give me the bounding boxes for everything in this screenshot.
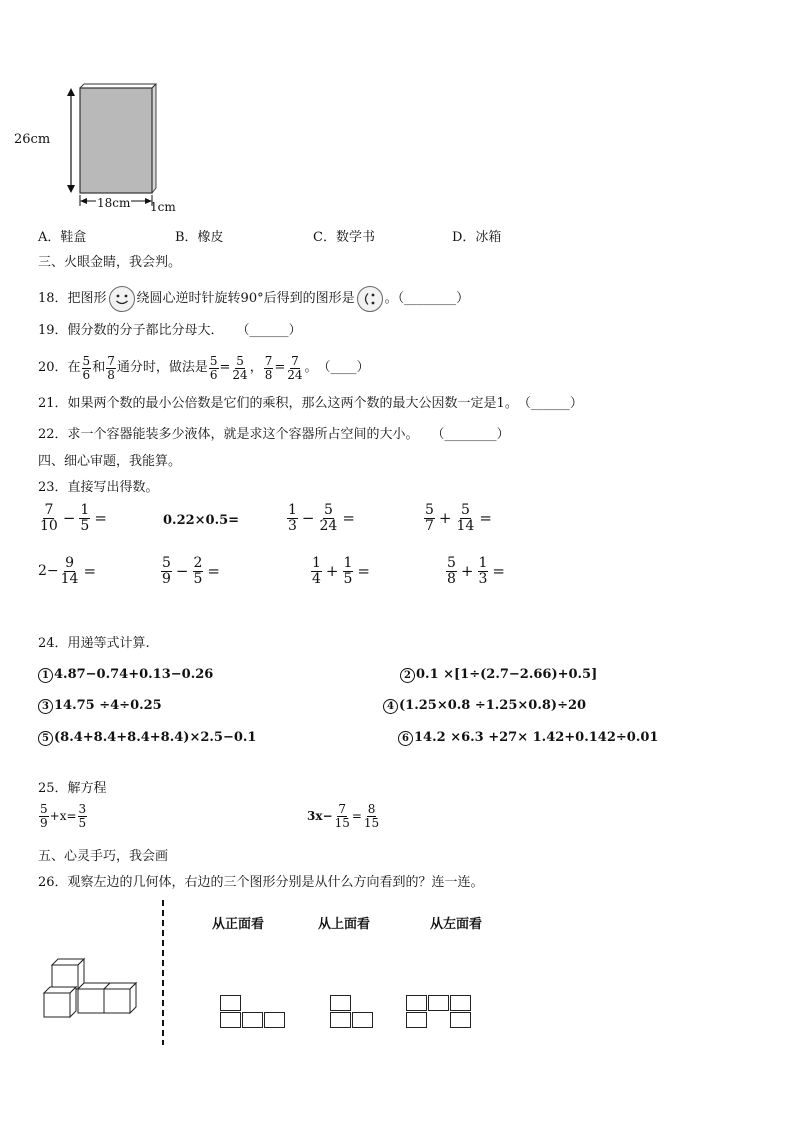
grid-cell xyxy=(330,1012,351,1028)
equation-2 xyxy=(307,803,381,829)
denominator: 24 xyxy=(319,517,338,534)
calc-2: 0.22×0.5= xyxy=(163,513,240,528)
operator: − xyxy=(62,509,76,528)
fraction xyxy=(334,803,351,829)
operator: + xyxy=(325,562,339,581)
calc-4 xyxy=(423,503,495,533)
grid-cell xyxy=(220,995,241,1011)
fraction xyxy=(264,355,274,381)
numerator: 1 xyxy=(343,555,353,571)
numerator: 7 xyxy=(264,354,273,368)
denominator: 5 xyxy=(343,570,353,587)
numerator: 5 xyxy=(162,555,171,571)
expression: 0.1 ×[1÷(2.7−2.66)+0.5] xyxy=(416,667,598,682)
question-26: 26．观察左边的几何体，右边的三个图形分别是从什么方向看到的？连一连。 xyxy=(38,875,484,890)
q18-pre: 18．把图形 xyxy=(38,291,107,306)
grid-cell xyxy=(264,1012,285,1028)
numerator: 9 xyxy=(65,555,75,571)
denominator: 6 xyxy=(209,367,218,382)
equals-sign: = xyxy=(274,360,286,376)
question-18 xyxy=(38,285,469,313)
fraction xyxy=(78,803,88,829)
denominator: 4 xyxy=(312,570,321,587)
option-c: C．数学书 xyxy=(313,230,375,245)
denominator: 5 xyxy=(193,570,203,587)
denominator: 10 xyxy=(40,517,58,534)
q20-mid: 通分时，做法是 xyxy=(116,360,208,376)
denominator: 3 xyxy=(478,570,488,587)
section-4-heading: 四、细心审题，我能算。 xyxy=(38,454,182,469)
circled-number: 4 xyxy=(383,699,398,714)
equals-sign: = xyxy=(207,562,220,581)
fraction xyxy=(446,556,457,586)
calc-step-4 xyxy=(383,697,586,715)
top-view-label: 从上面看 xyxy=(318,917,371,932)
numerator: 5 xyxy=(40,802,48,816)
q20-post: 。 （____） xyxy=(304,360,370,376)
equals-sign: = xyxy=(94,509,107,528)
denominator: 24 xyxy=(232,367,248,382)
calc-step-2 xyxy=(400,666,597,684)
fraction xyxy=(60,556,80,586)
equals-sign: = xyxy=(479,509,492,528)
grid-cell xyxy=(428,995,449,1011)
question-23-title: 23．直接写出得数。 xyxy=(38,480,159,495)
equals-sign: = xyxy=(219,360,231,376)
fraction xyxy=(286,355,303,381)
numerator: 5 xyxy=(82,354,91,368)
numerator: 7 xyxy=(107,354,115,368)
calc-step-6 xyxy=(398,729,658,747)
grid-cell xyxy=(450,995,471,1011)
denominator: 24 xyxy=(287,367,303,382)
option-d: D．冰箱 xyxy=(452,230,502,245)
q18-post: 。（________） xyxy=(384,291,470,306)
equals-sign: = xyxy=(342,509,355,528)
equals-sign: = xyxy=(351,809,362,824)
fraction xyxy=(79,503,90,533)
equation-left: 3x− xyxy=(307,809,333,824)
fraction xyxy=(424,503,435,533)
section-3-heading: 三、火眼金睛，我会判。 xyxy=(38,255,182,270)
equation-1 xyxy=(38,803,88,829)
operator: + xyxy=(460,562,474,581)
calc-8 xyxy=(445,556,508,586)
calc-3 xyxy=(286,503,358,533)
depth-label: 1cm xyxy=(150,200,176,214)
fraction xyxy=(82,355,92,381)
expression: 14.2 ×6.3 +27× 1.42+0.142÷0.01 xyxy=(414,730,659,745)
whole-part: 2− xyxy=(38,563,59,580)
fraction xyxy=(39,503,59,533)
fraction xyxy=(456,503,476,533)
grid-cell xyxy=(330,995,351,1011)
option-b: B．橡皮 xyxy=(175,230,224,245)
calc-5 xyxy=(38,556,99,586)
circled-number: 3 xyxy=(38,699,53,714)
operator: − xyxy=(175,562,189,581)
equals-sign: = xyxy=(83,562,97,581)
circled-number: 1 xyxy=(38,668,53,683)
question-19: 19．假分数的分子都比分母大． （______） xyxy=(38,323,302,338)
denominator: 15 xyxy=(334,815,350,830)
fraction xyxy=(231,355,248,381)
fraction xyxy=(193,556,204,586)
numerator: 5 xyxy=(447,555,456,571)
denominator: 5 xyxy=(78,815,87,830)
fraction xyxy=(161,556,172,586)
fraction xyxy=(343,556,354,586)
calc-step-5 xyxy=(38,729,256,747)
numerator: 1 xyxy=(80,502,90,518)
grid-cell xyxy=(406,1012,427,1028)
denominator: 8 xyxy=(264,367,273,382)
question-22: 22．求一个容器能装多少液体，就是求这个容器所占空间的大小。 （________） xyxy=(38,427,510,442)
numerator: 1 xyxy=(312,555,321,571)
question-21: 21．如果两个数的最小公倍数是它们的乘积，那么这两个数的最大公因数一定是1。 （______） xyxy=(38,396,583,411)
expression: (8.4+8.4+8.4+8.4)×2.5−0.1 xyxy=(54,730,257,745)
fraction xyxy=(311,556,322,586)
grid-cell xyxy=(406,995,427,1011)
equation-middle: +x= xyxy=(49,809,77,824)
left-view-label: 从左面看 xyxy=(430,917,483,932)
numerator: 5 xyxy=(209,354,218,368)
calc-step-1 xyxy=(38,666,213,684)
section-5-heading: 五、心灵手巧，我会画 xyxy=(38,849,169,864)
denominator: 5 xyxy=(80,517,90,534)
fraction xyxy=(363,803,380,829)
numerator: 5 xyxy=(460,502,470,518)
circled-number: 6 xyxy=(398,731,413,746)
numerator: 3 xyxy=(78,802,87,816)
option-a: A．鞋盒 xyxy=(38,230,87,245)
numerator: 5 xyxy=(323,502,333,518)
operator: − xyxy=(301,509,315,528)
calc-7 xyxy=(310,556,373,586)
height-label: 26cm xyxy=(14,132,51,147)
calc-6 xyxy=(160,556,223,586)
denominator: 14 xyxy=(60,570,79,587)
operator: + xyxy=(438,509,452,528)
expression: 14.75 ÷4÷0.25 xyxy=(54,698,162,713)
fraction xyxy=(39,803,49,829)
q18-mid: 绕圆心逆时针旋转90°后得到的图形是 xyxy=(136,291,355,306)
book-figure xyxy=(14,80,190,215)
numerator: 1 xyxy=(288,502,297,518)
grid-cell xyxy=(242,1012,263,1028)
calc-1 xyxy=(38,503,110,533)
circled-number: 5 xyxy=(38,731,53,746)
grid-cell xyxy=(352,1012,373,1028)
front-view-label: 从正面看 xyxy=(212,917,265,932)
dashed-divider xyxy=(160,900,166,1045)
denominator: 3 xyxy=(288,517,297,534)
question-25-title: 25．解方程 xyxy=(38,781,107,796)
question-20 xyxy=(38,355,370,381)
denominator: 8 xyxy=(447,570,456,587)
denominator: 15 xyxy=(363,815,380,830)
expression: 4.87−0.74+0.13−0.26 xyxy=(54,667,214,682)
fraction xyxy=(287,503,298,533)
calc-step-3 xyxy=(38,697,162,715)
numerator: 7 xyxy=(44,502,54,518)
comma: ， xyxy=(249,360,263,376)
fraction xyxy=(319,503,339,533)
numerator: 7 xyxy=(338,802,347,816)
fraction xyxy=(209,355,219,381)
numerator: 7 xyxy=(291,354,299,368)
denominator: 6 xyxy=(82,367,91,382)
numerator: 5 xyxy=(236,354,244,368)
fraction xyxy=(106,355,116,381)
numerator: 2 xyxy=(193,555,203,571)
numerator: 5 xyxy=(425,502,434,518)
denominator: 14 xyxy=(456,517,475,534)
denominator: 9 xyxy=(40,815,48,830)
denominator: 8 xyxy=(107,367,115,382)
circled-number: 2 xyxy=(400,668,415,683)
denominator: 7 xyxy=(425,517,434,534)
expression: (1.25×0.8 ÷1.25×0.8)÷20 xyxy=(399,698,587,713)
numerator: 1 xyxy=(478,555,488,571)
denominator: 9 xyxy=(162,570,171,587)
smiley-icon xyxy=(108,285,136,313)
rotated-smiley-icon xyxy=(356,285,384,313)
width-label: 18cm xyxy=(97,196,131,210)
question-24-title: 24．用递等式计算. xyxy=(38,636,150,651)
fraction xyxy=(478,556,489,586)
q20-and: 和 xyxy=(92,360,106,376)
grid-cell xyxy=(220,1012,241,1028)
cube-solid-figure xyxy=(40,955,145,1020)
equals-sign: = xyxy=(492,562,505,581)
grid-cell xyxy=(450,1012,471,1028)
book-drawing xyxy=(30,80,190,215)
numerator: 8 xyxy=(367,802,376,816)
equals-sign: = xyxy=(357,562,370,581)
q20-pre: 20．在 xyxy=(38,360,81,376)
